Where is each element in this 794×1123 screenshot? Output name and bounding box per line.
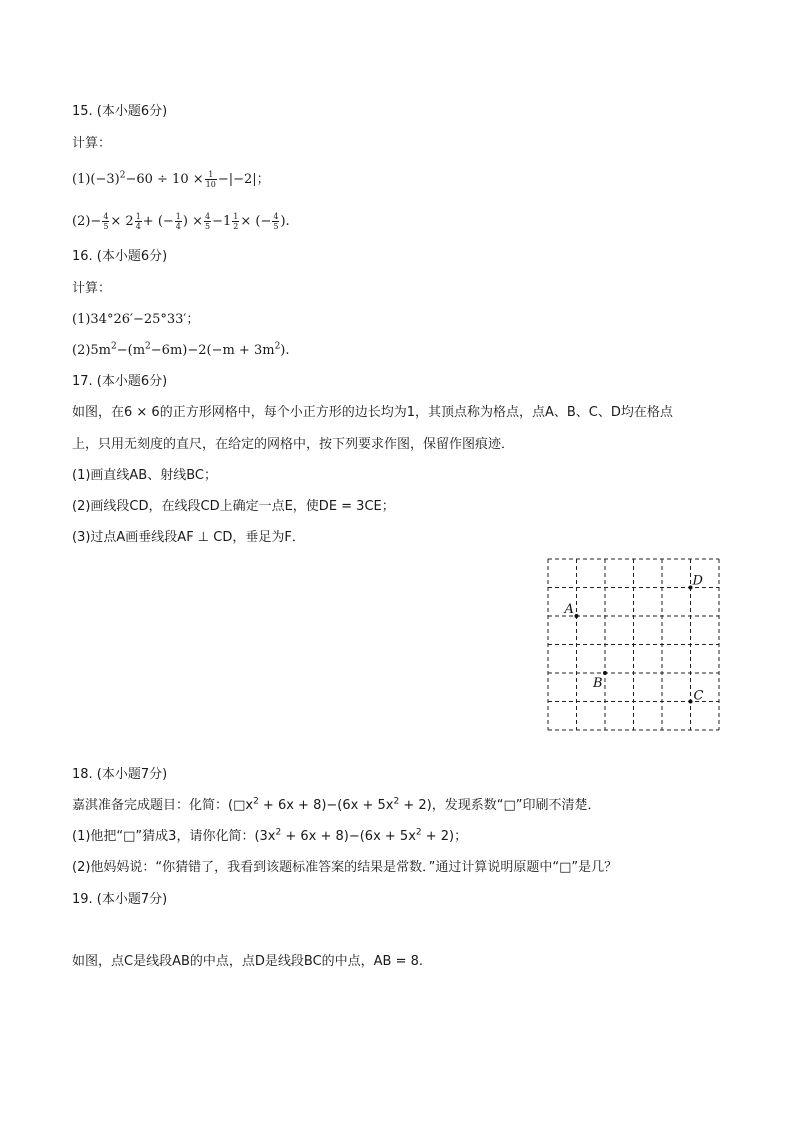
q17-part1: (1)画直线AB、射线BC； (72, 468, 217, 483)
point-label-b: B (593, 676, 603, 691)
point-c (689, 700, 693, 704)
q18-text: 嘉淇准备完成题目：化简：$(□x^2 + 6x + 8)-(6x + 5x^2 + 2)$，发现系数“□”印刷不清楚． (72, 796, 601, 813)
q16-part1: (1)34°26′−25°33′； (72, 312, 200, 327)
point-b (603, 671, 607, 675)
q18-part1: (1)他把“□”猜成3，请你化简：$(3x^2 + 6x + 8)-(6x + 5x^2 + 2)$； (72, 827, 468, 844)
q15-part2: (2)− $\frac{4}{5}$ × 2 $\frac{1}{4}$ + (− $\frac{1}{4}$ ) × $\frac{4}{5}$ −1 $\frac{1}{2}$ × (− $\frac{4}{5}$ ). (72, 212, 290, 231)
q17-text-line1: 如图，在6 × 6的正方形网格中，每个小正方形的边长均为1，其顶点称为格点，点A、B、C、D均在格点 (72, 405, 673, 420)
q18-header: 18. (本小题7分) (72, 767, 168, 782)
q16-intro: 计算： (72, 281, 112, 296)
point-a (575, 614, 579, 618)
q17-text-line2: 上，只用无刻度的直尺，在给定的网格中，按下列要求作图，保留作图痕迹． (72, 437, 515, 452)
q18-part2: (2)他妈妈说：“你猜错了，我看到该题标准答案的结果是常数．”通过计算说明原题中“□”是几？ (72, 860, 618, 875)
point-label-d: D (692, 573, 703, 589)
grid-figure (547, 558, 723, 734)
point-label-a: A (564, 602, 574, 617)
q16-part2: $(2)5m^2-(m^2-6m)-2(-m + 3m^2)$. (72, 341, 290, 358)
q17-part3: (3)过点A画垂线段AF ⊥ CD，垂足为F． (72, 530, 305, 545)
q19-header: 19. (本小题7分) (72, 892, 168, 907)
q15-part1: $(1)(-3)^2-60 \div 10$ × $\frac{1}{10}$ −|−2|； (72, 170, 270, 189)
q15-header: 15. (本小题6分) (72, 104, 168, 119)
point-label-c: C (693, 688, 704, 704)
q17-header: 17. (本小题6分) (72, 374, 168, 389)
q17-part2: (2)画线段CD，在线段CD上确定一点E，使DE = 3CE； (72, 499, 395, 514)
q15-intro: 计算： (72, 136, 112, 151)
q19-text: 如图，点C是线段AB的中点，点D是线段BC的中点，AB = 8. (72, 954, 424, 969)
q16-header: 16. (本小题6分) (72, 249, 168, 264)
